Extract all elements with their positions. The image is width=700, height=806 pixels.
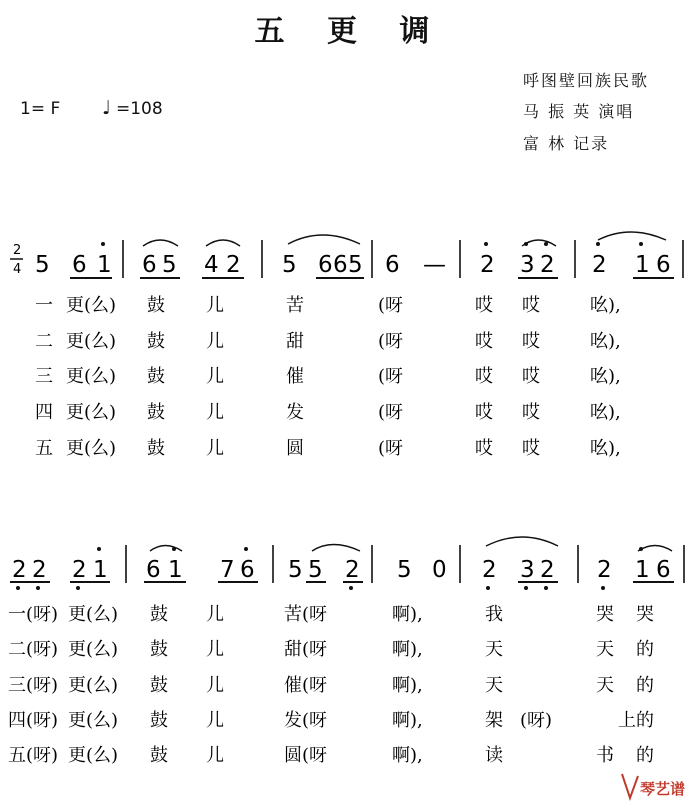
lyric: 儿: [206, 675, 224, 696]
lyric: 儿: [206, 710, 224, 731]
lyric: 吆),: [590, 295, 621, 316]
lyric: 儿: [206, 366, 224, 387]
lyric: 哭: [636, 604, 654, 625]
lyric: 读: [485, 745, 503, 766]
note: 6: [333, 252, 348, 278]
lyric: 架: [485, 710, 503, 731]
lyric: 催(呀: [284, 675, 328, 696]
note: 6: [385, 252, 400, 278]
watermark-text: 琴艺谱: [640, 780, 686, 798]
note: 2: [72, 557, 87, 583]
lyric: (呀): [520, 710, 553, 731]
verse-4: [35, 402, 621, 423]
dash: —: [423, 252, 446, 278]
lyric: 啊),: [392, 639, 423, 660]
note: 2: [32, 557, 47, 583]
note: 3: [520, 557, 535, 583]
lyric: (呀: [378, 402, 404, 423]
time-signature-top: 2: [13, 243, 22, 258]
lyric: 四(呀): [8, 710, 59, 731]
verse-3: [8, 675, 654, 696]
note: 2: [226, 252, 241, 278]
lyric: 哎: [475, 402, 493, 423]
note: 3: [520, 252, 535, 278]
lyric: 哎: [522, 295, 540, 316]
verse-5: [35, 438, 621, 459]
lyric: 发(呀: [284, 710, 328, 731]
lyric: 四: [35, 402, 53, 423]
note: 2: [12, 557, 27, 583]
note: 1: [168, 557, 183, 583]
lyric: 儿: [206, 295, 224, 316]
lyric: 儿: [206, 745, 224, 766]
lyric: 更(么): [66, 366, 117, 387]
lyric: 天: [596, 675, 614, 696]
lyric: 哎: [522, 366, 540, 387]
lyric: (呀: [378, 438, 404, 459]
lyric: 更(么): [68, 745, 119, 766]
lyric: 一: [35, 295, 53, 316]
verse-2: [35, 331, 621, 352]
lyric: 天: [485, 675, 503, 696]
lyric: 儿: [206, 438, 224, 459]
note: 2: [345, 557, 360, 583]
note: 2: [540, 557, 555, 583]
note: 1: [635, 252, 650, 278]
lyric: 啊),: [392, 604, 423, 625]
lyric: 上的: [618, 710, 654, 731]
lyric: 哭: [596, 604, 614, 625]
song-source: 呼图壁回族民歌: [523, 71, 650, 90]
note: 6: [656, 557, 671, 583]
key-signature: 1= F: [20, 99, 61, 119]
lyric: 儿: [206, 639, 224, 660]
note: 2: [540, 252, 555, 278]
verse-2: [8, 639, 654, 660]
lyric: 吆),: [590, 331, 621, 352]
lyric: 的: [636, 639, 654, 660]
lyric: 鼓: [147, 402, 165, 423]
lyric: 哎: [522, 438, 540, 459]
verse-1: [35, 295, 621, 316]
lyric: 更(么): [68, 710, 119, 731]
system2-notes: [12, 557, 671, 583]
lyric: 鼓: [150, 639, 168, 660]
lyric: 更(么): [68, 675, 119, 696]
note: 6: [72, 252, 87, 278]
tempo-marking: =108: [116, 99, 163, 119]
lyric: 五(呀): [8, 745, 59, 766]
lyric: 更(么): [68, 639, 119, 660]
lyric: 圆(呀: [284, 745, 328, 766]
note: 1: [635, 557, 650, 583]
lyric: (呀: [378, 295, 404, 316]
note: 2: [480, 252, 495, 278]
note: 0: [432, 557, 447, 583]
note: 5: [282, 252, 297, 278]
note: 6: [142, 252, 157, 278]
lyric: 吆),: [590, 366, 621, 387]
lyric: 鼓: [150, 745, 168, 766]
lyric: 三: [35, 366, 53, 387]
lyric: 二(呀): [8, 639, 59, 660]
lyric: (呀: [378, 366, 404, 387]
verse-1: [8, 604, 654, 625]
lyric: 哎: [475, 438, 493, 459]
note: 2: [482, 557, 497, 583]
lyric: 三(呀): [8, 675, 59, 696]
lyric: 圆: [286, 438, 304, 459]
note: 7: [220, 557, 235, 583]
lyric: 吆),: [590, 402, 621, 423]
lyric: 鼓: [150, 675, 168, 696]
lyric: 哎: [475, 366, 493, 387]
note: 1: [93, 557, 108, 583]
note: 5: [308, 557, 323, 583]
note: 6: [656, 252, 671, 278]
note: 5: [288, 557, 303, 583]
lyric: 哎: [522, 402, 540, 423]
lyric: 发: [286, 402, 304, 423]
note: 5: [162, 252, 177, 278]
page-title: 五 更 调: [254, 14, 446, 49]
note: 6: [318, 252, 333, 278]
watermark-logo: [622, 774, 685, 798]
note: 6: [146, 557, 161, 583]
lyric: 的: [636, 675, 654, 696]
lyric: 书: [596, 745, 614, 766]
lyric: 更(么): [66, 402, 117, 423]
system1-lyrics: [35, 295, 621, 459]
recorder-credit: 富 林 记录: [523, 134, 610, 153]
lyric: 甜(呀: [284, 639, 328, 660]
lyric: (呀: [378, 331, 404, 352]
note: 5: [35, 252, 50, 278]
lyric: 儿: [206, 331, 224, 352]
lyric: 鼓: [147, 295, 165, 316]
note: 2: [592, 252, 607, 278]
lyric: 鼓: [147, 331, 165, 352]
lyric: 更(么): [68, 604, 119, 625]
lyric: 苦(呀: [284, 604, 328, 625]
lyric: 五: [35, 438, 53, 459]
lyric: 哎: [522, 331, 540, 352]
lyric: 更(么): [66, 331, 117, 352]
lyric: 的: [636, 745, 654, 766]
quarter-note-icon: ♩: [102, 97, 111, 119]
lyric: 我: [485, 604, 503, 625]
system2-lyrics: [8, 604, 654, 766]
note: 2: [597, 557, 612, 583]
note: 6: [240, 557, 255, 583]
lyric: 甜: [286, 331, 304, 352]
note: 4: [204, 252, 219, 278]
verse-4: [8, 710, 654, 731]
lyric: 哎: [475, 295, 493, 316]
lyric: 一(呀): [8, 604, 59, 625]
lyric: 苦: [286, 295, 304, 316]
lyric: 天: [596, 639, 614, 660]
lyric: 二: [35, 331, 53, 352]
lyric: 啊),: [392, 745, 423, 766]
lyric: 更(么): [66, 295, 117, 316]
lyric: 鼓: [147, 366, 165, 387]
lyric: 鼓: [150, 604, 168, 625]
lyric: 更(么): [66, 438, 117, 459]
time-signature-bottom: 4: [13, 262, 22, 277]
lyric: 啊),: [392, 710, 423, 731]
lyric: 儿: [206, 402, 224, 423]
lyric: 天: [485, 639, 503, 660]
lyric: 鼓: [147, 438, 165, 459]
note: 5: [348, 252, 363, 278]
lyric: 哎: [475, 331, 493, 352]
verse-3: [35, 366, 621, 387]
lyric: 吆),: [590, 438, 621, 459]
lyric: 催: [286, 366, 304, 387]
lyric: 鼓: [150, 710, 168, 731]
lyric: 儿: [206, 604, 224, 625]
lyric: 啊),: [392, 675, 423, 696]
note: 1: [97, 252, 112, 278]
note: 5: [397, 557, 412, 583]
singer-credit: 马 振 英 演唱: [523, 102, 635, 121]
verse-5: [8, 745, 654, 766]
